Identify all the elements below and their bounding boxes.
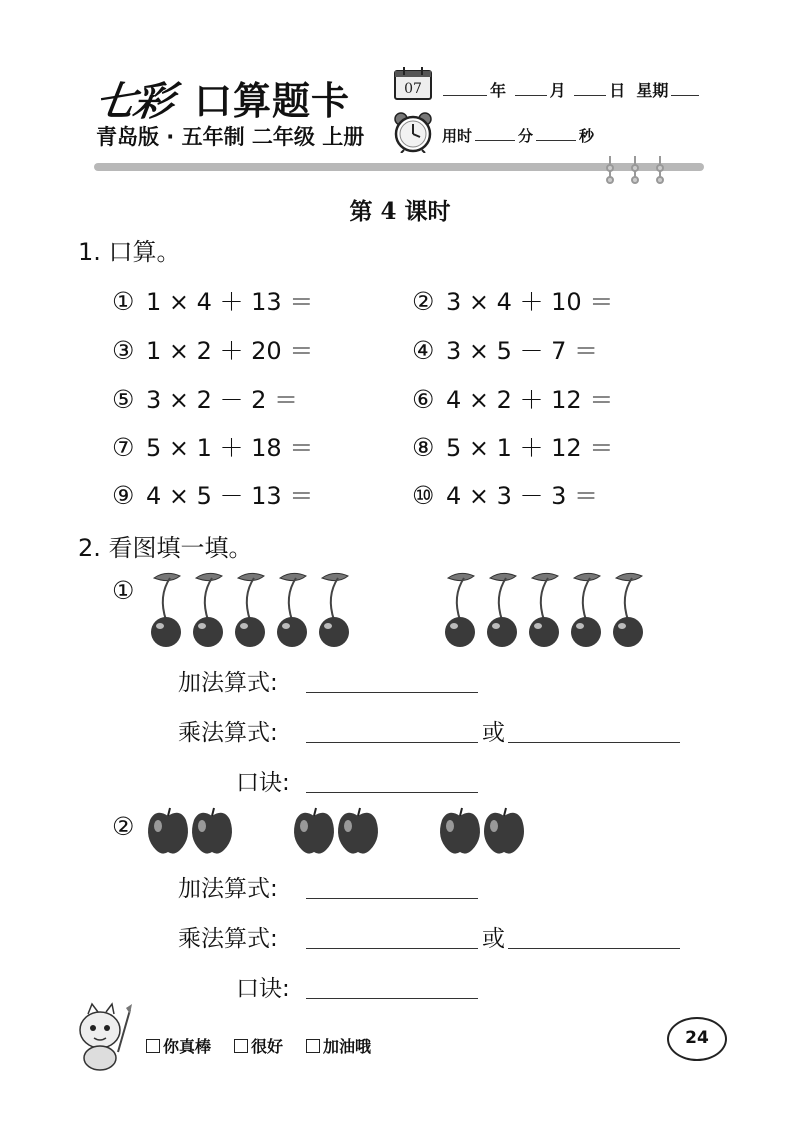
binder-pins-icon [600, 154, 670, 184]
second-label: 秒 [579, 127, 595, 145]
problem-number: ⑨ [112, 481, 135, 510]
checkbox-icon[interactable] [146, 1039, 160, 1053]
part-1-rhyme-blank[interactable] [306, 792, 478, 793]
cherry-icon [277, 573, 307, 647]
minute-label: 分 [518, 127, 534, 145]
part-1-rhyme-label: 口诀: [236, 770, 290, 796]
rating-label: 加油哦 [323, 1037, 372, 1056]
q2-heading: 2. 看图填一填。 [78, 534, 253, 562]
apple-icon [294, 808, 334, 854]
cherry-icon [445, 573, 475, 647]
brand-logo [92, 68, 356, 125]
problem-number: ③ [112, 336, 135, 365]
lesson-title: 第 4 课时 [349, 198, 451, 225]
problem-7 [112, 428, 313, 463]
part-2-mul-blank-a[interactable] [306, 948, 478, 949]
rating-label: 你真棒 [163, 1037, 212, 1056]
cherry-icon [613, 573, 643, 647]
rating-label: 很好 [251, 1037, 284, 1056]
apple-icon [484, 808, 524, 854]
month-label: 月 [549, 81, 566, 100]
problem-4 [412, 331, 598, 366]
apple-icon [192, 808, 232, 854]
cherry-icon [571, 573, 601, 647]
part-2-mul-blank-b[interactable] [508, 948, 680, 949]
cherries-picture [140, 568, 660, 650]
week-blank[interactable] [671, 81, 699, 96]
year-label: 年 [490, 81, 507, 100]
time-label: 用时 [442, 127, 473, 145]
day-label: 日 [609, 81, 626, 100]
problem-1 [112, 282, 313, 317]
problem-expr: 4 × 3 － 3 ＝ [446, 482, 599, 510]
part-1-mul-label: 乘法算式: [178, 720, 278, 746]
time-fill-line [442, 125, 594, 146]
part-2-or-label: 或 [482, 926, 505, 952]
problem-expr: 1 × 2 ＋ 20 ＝ [146, 337, 314, 365]
brand-title: 口算题卡 [194, 79, 351, 123]
problem-number: ⑧ [412, 433, 435, 462]
brand-qicai: 七彩 [92, 78, 175, 125]
cherry-icon [193, 573, 223, 647]
second-blank[interactable] [536, 126, 576, 141]
week-label: 星期 [636, 81, 669, 100]
problem-expr: 3 × 5 － 7 ＝ [446, 337, 599, 365]
part-1-add-blank[interactable] [306, 692, 478, 693]
cherry-icon [151, 573, 181, 647]
cherry-icon [235, 573, 265, 647]
problem-expr: 5 × 1 ＋ 12 ＝ [446, 434, 614, 462]
problem-number: ① [112, 287, 135, 316]
problem-expr: 1 × 4 ＋ 13 ＝ [146, 288, 314, 316]
problem-5 [112, 380, 298, 415]
problem-number: ⑩ [412, 481, 435, 510]
problem-expr: 5 × 1 ＋ 18 ＝ [146, 434, 314, 462]
checkbox-icon[interactable] [234, 1039, 248, 1053]
apple-icon [338, 808, 378, 854]
part-1-mul-blank-a[interactable] [306, 742, 478, 743]
month-blank[interactable] [515, 81, 547, 96]
part-2-rhyme-blank[interactable] [306, 998, 478, 999]
edition-label: 青岛版 · 五年制 二年级 上册 [96, 125, 365, 149]
clock-icon [392, 111, 434, 153]
problem-10 [412, 476, 598, 511]
mascot-icon [70, 1002, 134, 1072]
problem-6 [412, 380, 613, 415]
problem-number: ⑦ [112, 433, 135, 462]
rating-keep-going[interactable] [306, 1034, 371, 1057]
cherry-icon [529, 573, 559, 647]
part-1-or-label: 或 [482, 720, 505, 746]
problem-expr: 4 × 5 － 13 ＝ [146, 482, 314, 510]
calendar-day: 07 [404, 81, 422, 97]
apple-icon [440, 808, 480, 854]
problem-expr: 4 × 2 ＋ 12 ＝ [446, 386, 614, 414]
problem-number: ④ [412, 336, 435, 365]
checkbox-icon[interactable] [306, 1039, 320, 1053]
problem-8 [412, 428, 613, 463]
problem-expr: 3 × 4 ＋ 10 ＝ [446, 288, 614, 316]
part-2-add-label: 加法算式: [178, 876, 278, 902]
calendar-icon [394, 66, 432, 100]
q1-heading: 1. 口算。 [78, 238, 181, 266]
problem-2 [412, 282, 613, 317]
cherry-icon [319, 573, 349, 647]
date-fill-line [440, 78, 702, 101]
problem-expr: 3 × 2 － 2 ＝ [146, 386, 299, 414]
part-2-rhyme-label: 口诀: [236, 976, 290, 1002]
part-1-add-label: 加法算式: [178, 670, 278, 696]
part-1-number: ① [112, 576, 135, 605]
problem-number: ② [412, 287, 435, 316]
problem-number: ⑥ [412, 385, 435, 414]
problem-number: ⑤ [112, 385, 135, 414]
rating-good[interactable] [234, 1034, 283, 1057]
year-blank[interactable] [443, 81, 487, 96]
minute-blank[interactable] [475, 126, 515, 141]
problem-9 [112, 476, 313, 511]
problem-3 [112, 331, 313, 366]
rating-excellent[interactable] [146, 1034, 211, 1057]
part-2-mul-label: 乘法算式: [178, 926, 278, 952]
part-1-mul-blank-b[interactable] [508, 742, 680, 743]
cherry-icon [487, 573, 517, 647]
apple-icon [148, 808, 188, 854]
part-2-add-blank[interactable] [306, 898, 478, 899]
apples-picture [144, 804, 534, 856]
page-number: 24 [667, 1017, 727, 1061]
part-2-number: ② [112, 812, 135, 841]
day-blank[interactable] [574, 81, 606, 96]
